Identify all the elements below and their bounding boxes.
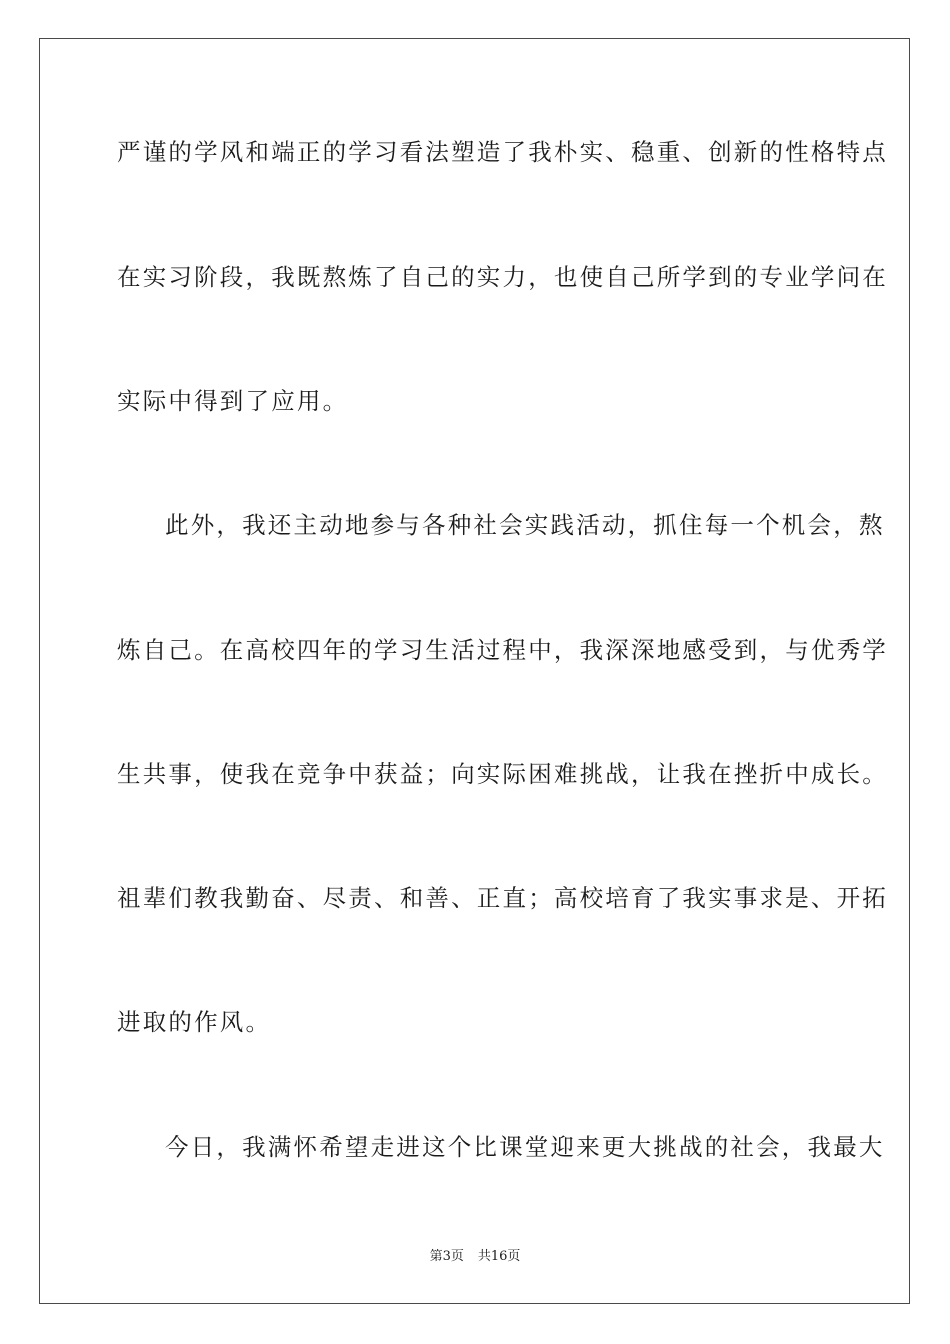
paragraph-line: 严谨的学风和端正的学习看法塑造了我朴实、稳重、创新的性格特点 xyxy=(117,138,888,166)
paragraph-line: 进取的作风。 xyxy=(117,1008,272,1036)
page-number: 第3页 xyxy=(429,1249,464,1264)
page-total: 共16页 xyxy=(477,1249,521,1264)
page-footer xyxy=(0,1248,950,1266)
paragraph-line: 炼自己。在高校四年的学习生活过程中，我深深地感受到，与优秀学 xyxy=(117,636,888,664)
paragraph-line: 生共事，使我在竞争中获益；向实际困难挑战，让我在挫折中成长。 xyxy=(117,760,888,788)
page-border xyxy=(39,38,910,1304)
paragraph-line: 在实习阶段，我既熬炼了自己的实力，也使自己所学到的专业学问在 xyxy=(117,263,888,291)
paragraph-line: 祖辈们教我勤奋、尽责、和善、正直；高校培育了我实事求是、开拓 xyxy=(117,884,888,912)
paragraph-line: 实际中得到了应用。 xyxy=(117,387,349,415)
paragraph-line: 今日，我满怀希望走进这个比课堂迎来更大挑战的社会，我最大 xyxy=(165,1133,885,1161)
paragraph-line: 此外，我还主动地参与各种社会实践活动，抓住每一个机会，熬 xyxy=(165,511,885,539)
